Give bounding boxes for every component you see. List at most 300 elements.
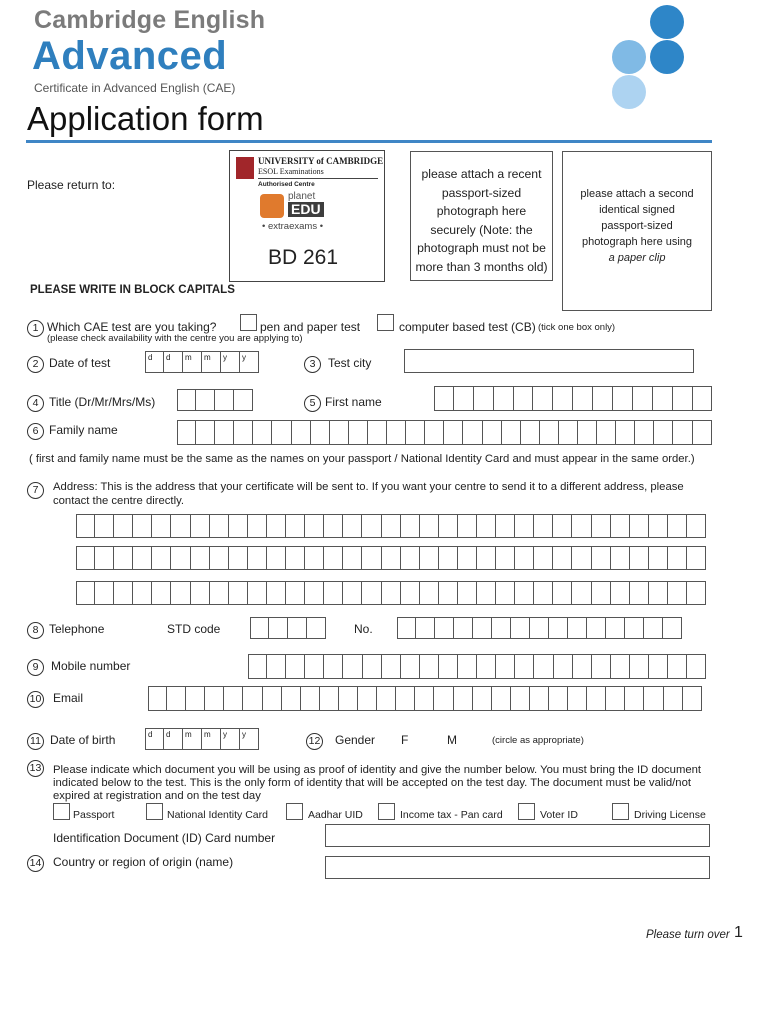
entry-cell[interactable] bbox=[362, 546, 381, 570]
entry-cell[interactable] bbox=[420, 581, 439, 605]
entry-cell[interactable] bbox=[496, 654, 515, 679]
entry-cell[interactable] bbox=[573, 654, 592, 679]
entry-cell[interactable] bbox=[477, 581, 496, 605]
entry-cell[interactable] bbox=[114, 581, 133, 605]
entry-cell[interactable] bbox=[611, 514, 630, 538]
entry-cell[interactable] bbox=[568, 617, 587, 639]
q9-number: 9 bbox=[27, 657, 44, 676]
entry-cell[interactable] bbox=[305, 546, 324, 570]
gender-f-option[interactable]: F bbox=[401, 733, 409, 747]
entry-cell[interactable] bbox=[534, 654, 553, 679]
entry-cell[interactable] bbox=[592, 654, 611, 679]
entry-cell[interactable] bbox=[324, 514, 343, 538]
entry-cell[interactable] bbox=[439, 514, 458, 538]
id-number-input[interactable] bbox=[325, 824, 710, 847]
date-cell[interactable]: y bbox=[221, 351, 240, 373]
entry-cell[interactable] bbox=[483, 420, 502, 445]
entry-cell[interactable] bbox=[248, 581, 267, 605]
entry-cell[interactable] bbox=[362, 581, 381, 605]
entry-cell[interactable] bbox=[521, 420, 540, 445]
entry-cell[interactable] bbox=[630, 546, 649, 570]
dob-cell[interactable]: m bbox=[183, 728, 202, 750]
title-cell[interactable] bbox=[177, 389, 196, 411]
decor-dot-4 bbox=[612, 75, 646, 109]
std-cell[interactable] bbox=[269, 617, 288, 639]
entry-cell[interactable] bbox=[191, 546, 210, 570]
entry-cell[interactable] bbox=[133, 581, 152, 605]
entry-cell[interactable] bbox=[534, 514, 553, 538]
entry-cell[interactable] bbox=[439, 581, 458, 605]
entry-cell[interactable] bbox=[152, 546, 171, 570]
entry-cell[interactable] bbox=[434, 386, 454, 411]
entry-cell[interactable] bbox=[382, 514, 401, 538]
entry-cell[interactable] bbox=[382, 581, 401, 605]
entry-cell[interactable] bbox=[454, 686, 473, 711]
id-number-label: Identification Document (ID) Card number bbox=[53, 831, 276, 845]
planet-edu-icon bbox=[260, 194, 284, 218]
entry-cell[interactable] bbox=[286, 546, 305, 570]
entry-cell[interactable] bbox=[339, 686, 358, 711]
entry-cell[interactable] bbox=[248, 654, 267, 679]
entry-cell[interactable] bbox=[343, 581, 362, 605]
entry-cell[interactable] bbox=[171, 514, 190, 538]
dob-cells[interactable] bbox=[145, 728, 259, 750]
entry-cell[interactable] bbox=[95, 546, 114, 570]
first-name-cells[interactable] bbox=[434, 386, 712, 411]
pan-card-label: Income tax - Pan card bbox=[400, 809, 503, 821]
entry-cell[interactable] bbox=[687, 546, 706, 570]
entry-cell[interactable] bbox=[616, 420, 635, 445]
entry-cell[interactable] bbox=[592, 514, 611, 538]
entry-cell[interactable] bbox=[76, 546, 95, 570]
std-cell[interactable] bbox=[288, 617, 307, 639]
entry-cell[interactable] bbox=[191, 581, 210, 605]
gender-m-option[interactable]: M bbox=[447, 733, 457, 747]
entry-cell[interactable] bbox=[420, 654, 439, 679]
test-city-input[interactable] bbox=[404, 349, 694, 373]
entry-cell[interactable] bbox=[668, 654, 687, 679]
entry-cell[interactable] bbox=[397, 617, 416, 639]
entry-cell[interactable] bbox=[649, 654, 668, 679]
entry-cell[interactable] bbox=[406, 420, 425, 445]
stamp-rule bbox=[258, 178, 378, 179]
entry-cell[interactable] bbox=[387, 420, 406, 445]
entry-cell[interactable] bbox=[458, 514, 477, 538]
entry-cell[interactable] bbox=[301, 686, 320, 711]
country-input[interactable] bbox=[325, 856, 710, 879]
entry-cell[interactable] bbox=[492, 686, 511, 711]
entry-cell[interactable] bbox=[229, 514, 248, 538]
entry-cell[interactable] bbox=[229, 581, 248, 605]
entry-cell[interactable] bbox=[693, 420, 712, 445]
entry-cell[interactable] bbox=[234, 420, 253, 445]
entry-cell[interactable] bbox=[311, 420, 330, 445]
entry-cell[interactable] bbox=[152, 581, 171, 605]
entry-cell[interactable] bbox=[644, 617, 663, 639]
title-cell[interactable] bbox=[234, 389, 253, 411]
entry-cell[interactable] bbox=[473, 686, 492, 711]
aadhar-checkbox[interactable] bbox=[286, 803, 303, 820]
entry-cell[interactable] bbox=[606, 617, 625, 639]
entry-cell[interactable] bbox=[514, 386, 534, 411]
driving-license-checkbox[interactable] bbox=[612, 803, 629, 820]
brand-subtitle: Certificate in Advanced English (CAE) bbox=[34, 81, 236, 95]
entry-cell[interactable] bbox=[611, 581, 630, 605]
entry-cell[interactable] bbox=[267, 546, 286, 570]
entry-cell[interactable] bbox=[215, 420, 234, 445]
dob-cell[interactable]: m bbox=[202, 728, 221, 750]
computer-based-label: computer based test (CB) bbox=[399, 320, 536, 334]
entry-cell[interactable] bbox=[282, 686, 301, 711]
entry-cell[interactable] bbox=[496, 581, 515, 605]
entry-cell[interactable] bbox=[511, 686, 530, 711]
entry-cell[interactable] bbox=[592, 546, 611, 570]
entry-cell[interactable] bbox=[454, 617, 473, 639]
entry-cell[interactable] bbox=[549, 617, 568, 639]
entry-cell[interactable] bbox=[613, 386, 633, 411]
dob-cell[interactable]: d bbox=[145, 728, 164, 750]
q7-label-2: contact the centre directly. bbox=[53, 495, 185, 507]
entry-cell[interactable] bbox=[644, 686, 663, 711]
entry-cell[interactable] bbox=[210, 581, 229, 605]
q5-number: 5 bbox=[304, 393, 321, 412]
entry-cell[interactable] bbox=[368, 420, 387, 445]
title-cell[interactable] bbox=[196, 389, 215, 411]
pan-card-checkbox[interactable] bbox=[378, 803, 395, 820]
entry-cell[interactable] bbox=[286, 654, 305, 679]
dob-cell[interactable]: y bbox=[240, 728, 259, 750]
entry-cell[interactable] bbox=[458, 581, 477, 605]
entry-cell[interactable] bbox=[533, 386, 553, 411]
entry-cell[interactable] bbox=[458, 654, 477, 679]
entry-cell[interactable] bbox=[593, 386, 613, 411]
decor-dot-2 bbox=[612, 40, 646, 74]
entry-cell[interactable] bbox=[477, 546, 496, 570]
entry-cell[interactable] bbox=[210, 546, 229, 570]
entry-cell[interactable] bbox=[401, 514, 420, 538]
entry-cell[interactable] bbox=[587, 686, 606, 711]
tick-one-note: (tick one box only) bbox=[538, 322, 616, 333]
entry-cell[interactable] bbox=[435, 617, 454, 639]
entry-cell[interactable] bbox=[673, 386, 693, 411]
entry-cell[interactable] bbox=[534, 581, 553, 605]
entry-cell[interactable] bbox=[673, 420, 692, 445]
entry-cell[interactable] bbox=[668, 514, 687, 538]
entry-cell[interactable] bbox=[693, 386, 713, 411]
entry-cell[interactable] bbox=[396, 686, 415, 711]
entry-cell[interactable] bbox=[502, 420, 521, 445]
entry-cell[interactable] bbox=[635, 420, 654, 445]
entry-cell[interactable] bbox=[630, 654, 649, 679]
entry-cell[interactable] bbox=[496, 514, 515, 538]
entry-cell[interactable] bbox=[494, 386, 514, 411]
q11-label: Date of birth bbox=[50, 733, 116, 747]
entry-cell[interactable] bbox=[683, 686, 702, 711]
entry-cell[interactable] bbox=[630, 514, 649, 538]
entry-cell[interactable] bbox=[477, 654, 496, 679]
photo-box-1 bbox=[410, 151, 553, 281]
entry-cell[interactable] bbox=[224, 686, 243, 711]
entry-cell[interactable] bbox=[324, 654, 343, 679]
entry-cell[interactable] bbox=[76, 514, 95, 538]
entry-cell[interactable] bbox=[401, 654, 420, 679]
entry-cell[interactable] bbox=[463, 420, 482, 445]
turn-over-label: Please turn over bbox=[646, 929, 730, 941]
entry-cell[interactable] bbox=[515, 546, 534, 570]
q11-number: 11 bbox=[27, 731, 44, 750]
entry-cell[interactable] bbox=[95, 581, 114, 605]
entry-cell[interactable] bbox=[420, 546, 439, 570]
entry-cell[interactable] bbox=[205, 686, 224, 711]
passport-label: Passport bbox=[73, 809, 115, 821]
q13-line-1: Please indicate which document you will be using as proof of identity and give the number below. You must bring the ID document bbox=[53, 764, 702, 776]
entry-cell[interactable] bbox=[496, 546, 515, 570]
entry-cell[interactable] bbox=[152, 514, 171, 538]
entry-cell[interactable] bbox=[654, 420, 673, 445]
address-line-2[interactable] bbox=[76, 546, 706, 570]
entry-cell[interactable] bbox=[587, 617, 606, 639]
entry-cell[interactable] bbox=[663, 617, 682, 639]
entry-cell[interactable] bbox=[401, 581, 420, 605]
mobile-number-cells[interactable] bbox=[248, 654, 706, 679]
entry-cell[interactable] bbox=[511, 617, 530, 639]
entry-cell[interactable] bbox=[454, 386, 474, 411]
q8-number: 8 bbox=[27, 620, 44, 639]
q14-label: Country or region of origin (name) bbox=[53, 855, 234, 869]
entry-cell[interactable] bbox=[415, 686, 434, 711]
title-cells[interactable] bbox=[177, 389, 253, 411]
entry-cell[interactable] bbox=[330, 420, 349, 445]
entry-cell[interactable] bbox=[363, 654, 382, 679]
entry-cell[interactable] bbox=[95, 514, 114, 538]
entry-cell[interactable] bbox=[649, 514, 668, 538]
q7-number: 7 bbox=[27, 480, 44, 499]
entry-cell[interactable] bbox=[553, 514, 572, 538]
entry-cell[interactable] bbox=[530, 686, 549, 711]
q12-number: 12 bbox=[306, 731, 323, 750]
passport-checkbox[interactable] bbox=[53, 803, 70, 820]
entry-cell[interactable] bbox=[534, 546, 553, 570]
entry-cell[interactable] bbox=[196, 420, 215, 445]
entry-cell[interactable] bbox=[171, 546, 190, 570]
brand-line-2: Advanced bbox=[32, 34, 228, 78]
aadhar-label: Aadhar UID bbox=[308, 809, 363, 821]
entry-cell[interactable] bbox=[540, 420, 559, 445]
entry-cell[interactable] bbox=[572, 546, 591, 570]
entry-cell[interactable] bbox=[114, 546, 133, 570]
photo1-line: photograph must not be bbox=[417, 241, 546, 256]
entry-cell[interactable] bbox=[382, 654, 401, 679]
entry-cell[interactable] bbox=[611, 546, 630, 570]
entry-cell[interactable] bbox=[425, 420, 444, 445]
entry-cell[interactable] bbox=[549, 686, 568, 711]
entry-cell[interactable] bbox=[167, 686, 186, 711]
entry-cell[interactable] bbox=[625, 686, 644, 711]
voter-id-checkbox[interactable] bbox=[518, 803, 535, 820]
entry-cell[interactable] bbox=[349, 420, 368, 445]
entry-cell[interactable] bbox=[572, 514, 591, 538]
entry-cell[interactable] bbox=[553, 386, 573, 411]
entry-cell[interactable] bbox=[377, 686, 396, 711]
entry-cell[interactable] bbox=[343, 514, 362, 538]
date-cell[interactable]: m bbox=[183, 351, 202, 373]
driving-license-label: Driving License bbox=[634, 809, 706, 821]
entry-cell[interactable] bbox=[343, 546, 362, 570]
entry-cell[interactable] bbox=[474, 386, 494, 411]
photo1-line: securely (Note: the bbox=[430, 222, 533, 237]
return-label: Please return to: bbox=[27, 178, 116, 192]
entry-cell[interactable] bbox=[653, 386, 673, 411]
entry-cell[interactable] bbox=[559, 420, 578, 445]
q9-label: Mobile number bbox=[51, 659, 131, 673]
entry-cell[interactable] bbox=[687, 514, 706, 538]
entry-cell[interactable] bbox=[382, 546, 401, 570]
entry-cell[interactable] bbox=[253, 420, 272, 445]
entry-cell[interactable] bbox=[573, 386, 593, 411]
q6-label: Family name bbox=[49, 423, 118, 437]
address-line-1[interactable] bbox=[76, 514, 706, 538]
entry-cell[interactable] bbox=[568, 686, 587, 711]
entry-cell[interactable] bbox=[458, 546, 477, 570]
entry-cell[interactable] bbox=[320, 686, 339, 711]
entry-cell[interactable] bbox=[292, 420, 311, 445]
entry-cell[interactable] bbox=[286, 514, 305, 538]
dob-cell[interactable]: y bbox=[221, 728, 240, 750]
entry-cell[interactable] bbox=[272, 420, 291, 445]
entry-cell[interactable] bbox=[358, 686, 377, 711]
entry-cell[interactable] bbox=[668, 546, 687, 570]
pen-paper-checkbox[interactable] bbox=[240, 314, 257, 331]
entry-cell[interactable] bbox=[114, 514, 133, 538]
entry-cell[interactable] bbox=[133, 546, 152, 570]
entry-cell[interactable] bbox=[191, 514, 210, 538]
entry-cell[interactable] bbox=[687, 654, 706, 679]
entry-cell[interactable] bbox=[625, 617, 644, 639]
entry-cell[interactable] bbox=[554, 654, 573, 679]
entry-cell[interactable] bbox=[439, 654, 458, 679]
entry-cell[interactable] bbox=[444, 420, 463, 445]
entry-cell[interactable] bbox=[267, 654, 286, 679]
date-cell[interactable]: d bbox=[164, 351, 183, 373]
phone-number-cells[interactable] bbox=[397, 617, 682, 639]
entry-cell[interactable] bbox=[416, 617, 435, 639]
entry-cell[interactable] bbox=[664, 686, 683, 711]
entry-cell[interactable] bbox=[305, 581, 324, 605]
authorised-label: Authorised Centre bbox=[258, 181, 315, 188]
entry-cell[interactable] bbox=[515, 581, 534, 605]
centre-stamp bbox=[229, 150, 385, 282]
entry-cell[interactable] bbox=[267, 581, 286, 605]
entry-cell[interactable] bbox=[649, 581, 668, 605]
entry-cell[interactable] bbox=[592, 581, 611, 605]
entry-cell[interactable] bbox=[401, 546, 420, 570]
entry-cell[interactable] bbox=[477, 514, 496, 538]
name-note: ( first and family name must be the same as the names on your passport / National Identity Card and must appear in the same order.) bbox=[29, 453, 695, 465]
test-date-cells[interactable] bbox=[145, 351, 259, 373]
entry-cell[interactable] bbox=[420, 514, 439, 538]
entry-cell[interactable] bbox=[248, 514, 267, 538]
entry-cell[interactable] bbox=[171, 581, 190, 605]
entry-cell[interactable] bbox=[229, 546, 248, 570]
address-line-3[interactable] bbox=[76, 581, 706, 605]
photo2-line: identical signed bbox=[599, 204, 675, 216]
entry-cell[interactable] bbox=[530, 617, 549, 639]
entry-cell[interactable] bbox=[362, 514, 381, 538]
entry-cell[interactable] bbox=[243, 686, 262, 711]
decor-dot-1 bbox=[650, 5, 684, 39]
email-cells[interactable] bbox=[148, 686, 702, 711]
entry-cell[interactable] bbox=[210, 514, 229, 538]
q8-label: Telephone bbox=[49, 622, 105, 636]
entry-cell[interactable] bbox=[572, 581, 591, 605]
entry-cell[interactable] bbox=[633, 386, 653, 411]
date-cell[interactable]: d bbox=[145, 351, 164, 373]
entry-cell[interactable] bbox=[76, 581, 95, 605]
entry-cell[interactable] bbox=[324, 546, 343, 570]
entry-cell[interactable] bbox=[434, 686, 453, 711]
std-cell[interactable] bbox=[250, 617, 269, 639]
entry-cell[interactable] bbox=[687, 581, 706, 605]
entry-cell[interactable] bbox=[148, 686, 167, 711]
date-cell[interactable]: m bbox=[202, 351, 221, 373]
photo-box-2 bbox=[562, 151, 712, 311]
block-capitals-note: PLEASE WRITE IN BLOCK CAPITALS bbox=[30, 284, 235, 296]
q13-line-3: expired at registration and on the test day bbox=[53, 790, 261, 802]
gender-note: (circle as appropriate) bbox=[492, 735, 584, 746]
esol-name: ESOL Examinations bbox=[258, 167, 324, 176]
entry-cell[interactable] bbox=[263, 686, 282, 711]
entry-cell[interactable] bbox=[515, 514, 534, 538]
entry-cell[interactable] bbox=[611, 654, 630, 679]
date-cell[interactable]: y bbox=[240, 351, 259, 373]
entry-cell[interactable] bbox=[439, 546, 458, 570]
entry-cell[interactable] bbox=[578, 420, 597, 445]
entry-cell[interactable] bbox=[133, 514, 152, 538]
std-cell[interactable] bbox=[307, 617, 326, 639]
dob-cell[interactable]: d bbox=[164, 728, 183, 750]
entry-cell[interactable] bbox=[649, 546, 668, 570]
entry-cell[interactable] bbox=[553, 546, 572, 570]
q2-number: 2 bbox=[27, 354, 44, 373]
q4-label: Title (Dr/Mr/Mrs/Ms) bbox=[49, 395, 156, 409]
entry-cell[interactable] bbox=[267, 514, 286, 538]
entry-cell[interactable] bbox=[305, 654, 324, 679]
entry-cell[interactable] bbox=[248, 546, 267, 570]
entry-cell[interactable] bbox=[630, 581, 649, 605]
page-title: Application form bbox=[27, 100, 264, 137]
entry-cell[interactable] bbox=[606, 686, 625, 711]
family-name-cells[interactable] bbox=[177, 420, 712, 445]
entry-cell[interactable] bbox=[186, 686, 205, 711]
entry-cell[interactable] bbox=[305, 514, 324, 538]
title-cell[interactable] bbox=[215, 389, 234, 411]
entry-cell[interactable] bbox=[343, 654, 362, 679]
entry-cell[interactable] bbox=[286, 581, 305, 605]
entry-cell[interactable] bbox=[668, 581, 687, 605]
photo1-line: photograph here bbox=[436, 204, 527, 219]
entry-cell[interactable] bbox=[177, 420, 196, 445]
entry-cell[interactable] bbox=[553, 581, 572, 605]
entry-cell[interactable] bbox=[597, 420, 616, 445]
national-id-checkbox[interactable] bbox=[146, 803, 163, 820]
entry-cell[interactable] bbox=[473, 617, 492, 639]
photo2-line: passport-sized bbox=[601, 220, 673, 232]
computer-based-checkbox[interactable] bbox=[377, 314, 394, 331]
entry-cell[interactable] bbox=[324, 581, 343, 605]
entry-cell[interactable] bbox=[515, 654, 534, 679]
std-code-cells[interactable] bbox=[250, 617, 326, 639]
entry-cell[interactable] bbox=[492, 617, 511, 639]
